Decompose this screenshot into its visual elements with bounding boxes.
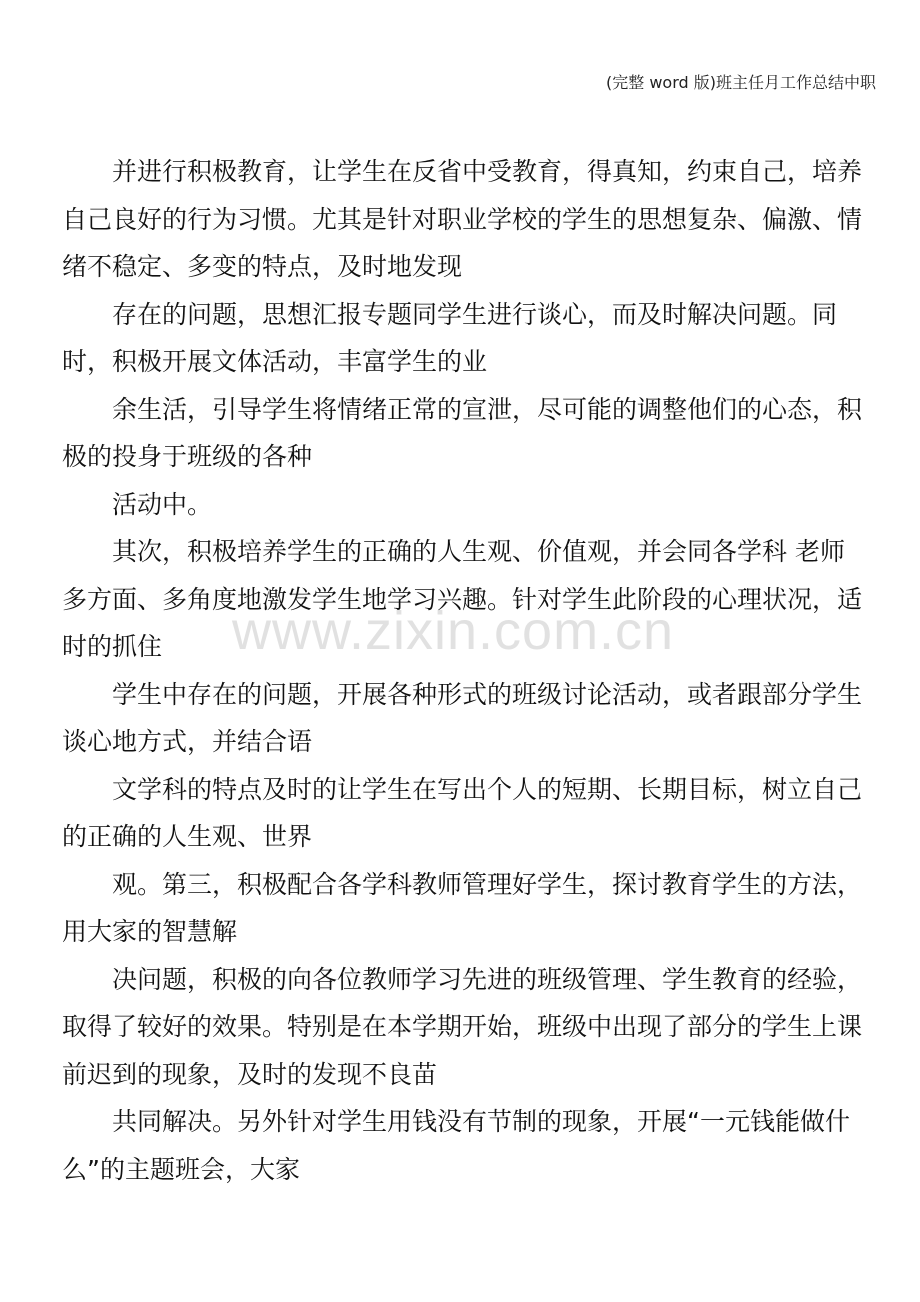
paragraph-3: 余生活，引导学生将情绪正常的宣泄，尽可能的调整他们的心态，积极的投身于班级的各种 (62, 394, 863, 471)
paragraph-9: 决问题，积极的向各位教师学习先进的班级管理、学生教育的经验，取得了较好的效果。特别是在本学期开始，班级中出现了部分的学生上课前迟到的现象，及时的发现不良苗 (62, 964, 863, 1089)
document-body (62, 148, 862, 1193)
paragraph-2: 存在的问题，思想汇报专题同学生进行谈心，而及时解决问题。同时，积极开展文体活动，丰富学生的业 (62, 299, 838, 376)
paragraph-4: 活动中。 (112, 489, 213, 519)
paragraph-7: 文学科的特点及时的让学生在写出个人的短期、长期目标，树立自己的正确的人生观、世界 (62, 774, 863, 851)
document-header-title: (完整 word 版)班主任月工作总结中职 (606, 73, 876, 92)
paragraph-10: 共同解决。另外针对学生用钱没有节制的现象，开展“一元钱能做什么”的主题班会，大家 (62, 1107, 850, 1184)
paragraph-8: 观。第三，积极配合各学科教师管理好学生，探讨教育学生的方法，用大家的智慧解 (62, 869, 863, 946)
paragraph-6: 学生中存在的问题，开展各种形式的班级讨论活动，或者跟部分学生谈心地方式，并结合语 (62, 679, 863, 756)
paragraph-5: 其次，积极培养学生的正确的人生观、价值观，并会同各学科 老师多方面、多角度地激发学生地学习兴趣。针对学生此阶段的心理状况，适时的抓住 (62, 537, 863, 661)
paragraph-1: 并进行积极教育，让学生在反省中受教育，得真知，约束自己，培养自己良好的行为习惯。尤其是针对职业学校的学生的思想复杂、偏激、情绪不稳定、多变的特点，及时地发现 (62, 157, 863, 281)
watermark-text: www.zixin.com.cn (232, 601, 675, 661)
